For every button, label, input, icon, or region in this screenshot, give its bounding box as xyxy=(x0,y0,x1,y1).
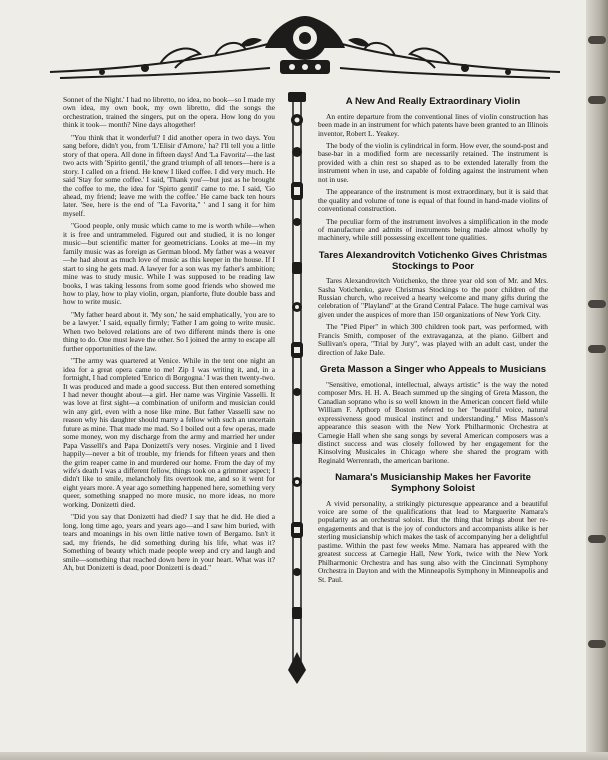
left-paragraph: "My father heard about it. 'My son,' he said emphatically, 'you are to be a lawyer.' I said, equally firmly; 'Father I am going to write music. When two beloved relations are of two different minds there is one thing to do. One must leave the other. So I joined the army to escape all further opportunities of the law. xyxy=(63,309,275,353)
left-paragraph: "Good people, only music which came to me is worth while—when it is free and untrammeled. Figured out and studied, it is no longer music—but scientific matter for geometricians. Looks at me—in my family music was as foreign as German blood. My father was a weaver—he had about as much love of music as this keeper in the house. If I start to sing he gets mad. A lawyer for a son was my father's ambition; mine was to study music. While I was supposed to be reading law books, I was taking lessons from some good friends who showed me how to play, how to play violin, organ, pianforte, flute double bass and how to write music. xyxy=(63,221,275,307)
page-bottom-edge xyxy=(0,752,608,760)
right-column xyxy=(318,95,548,588)
left-paragraph: "The army was quartered at Venice. While in the tent one night an idea for a great opera came to me! Zip I was writing it, and, in a fortnight, I had completed 'Enrico di Borgogna.' I was then twenty-two. It was produced and made a good success. But then entered something I had never thought about—a girl. Her name was Virginie Vasselli. It was love at first sight—a combination of uniform and musician could win any girl, even with a nose like mine. But father Vasselli saw no reason why his daughter should marry a fellow with such an uncertain future as mine. That made me mad. So I boiled out a few operas, made some money, won my discharge from the army and married her under Papa Vasselli's and Papa Donizetti's very noses. Virginie and I lived happily—never a bit of trouble, my friends for fifteen years and then the grim reaper came in and murdered our home. From the day of my wife's death I was a different fellow, things took on a grimmer aspect; I didn't like to smile, melancholy fits overtook me, and so it went for eight years more. A year ago something happened here, something very queer, something snapped no more music, no more ideas, no more working. Donizetti died. xyxy=(63,356,275,509)
binder-ring-icon xyxy=(588,96,606,104)
binder-ring-icon xyxy=(588,640,606,648)
header-ornament-icon xyxy=(40,8,570,86)
article-paragraph: "Sensitive, emotional, intellectual, always artistic" is the way the noted composer Mrs. H. H. A. Beach summed up the singing of Greta Masson, the Canadian soprano who is so well known in the American concert field while William F. Apthorp of Boston referred to her "beautiful voice, natural expressiveness good musical instinct and understanding." Miss Masson's appearance this season with the New York Philharmonic Orchestra at Carnegie Hall when she sang songs by several American composers was a distinct success and was closely followed by her engagement for the Kinsolving Musicales in Chicago where she shared the program with Reginald Werrenrath, the american baritone. xyxy=(318,379,548,465)
article-paragraph: The "Pied Piper" in which 300 children took part, was performed, with Francis Smith, composer of the extravaganza, at the piano. Gilbert and Sullivan's opera, "Trial by Jury", was played with an adult cast, under the direction of Jake Dale. xyxy=(318,322,548,357)
center-column-rule-icon xyxy=(284,92,310,684)
binder-ring-icon xyxy=(588,535,606,543)
binder-ring-icon xyxy=(588,36,606,44)
article-headline-namara: Namara's Musicianship Makes her Favorite Symphony Soloist xyxy=(335,472,531,494)
article-paragraph: The body of the violin is cylindrical in form. How ever, the sound-post and base-bar in a modified form are necessarily retained. The instrument is provided with a chin rest so shaped as to be extended laterally from the instrument when in use, and capable of folding against the instrument when not in use. xyxy=(318,140,548,184)
article-paragraph: An entire departure from the conventional lines of violin construction has been made in an instrument for which patents have been granted to an Illinois inventor, Robert L. Yeakey. xyxy=(318,111,548,138)
binder-ring-icon xyxy=(588,345,606,353)
article-paragraph: Tares Alexandrovitch Votichenko, the three year old son of Mr. and Mrs. Sasha Votichenko, gave Christmas Stockings to the poor children of the Russian church, who received a hearty welcome and many gifts during the celebration of "Playland" at the Grand Central Palace. The huge carnival was given under the auspices of more than 150 organizations of New York City. xyxy=(318,276,548,319)
article-paragraph: A vivid personality, a strikingly picturesque appearance and a beautiful voice are some of the qualifications that lead to Marguerite Namara's popularity as an orchestral soloist. But the thing that brings about her re-engagements and that is the joy of conductors and accompanists alike is her sterling musicianship which makes the task of accompanying her a delightful pastime. Within the past few weeks Mme. Namara has appeared with the greatest success at Carnegie Hall, New York, twice with the New York Philharmonic Orchestra and has sung also with the Cincinnati Symphony Orchestra in Dayton and with the Minneapolis Symphony in Minneapolis and St. Paul. xyxy=(318,498,548,584)
binder-ring-icon xyxy=(588,300,606,308)
left-paragraph: "Did you say that Donizetti had died? I say that he did. He died a long, long time ago, years and years ago—and I saw him buried, with tears and moanings in his own little native town of Bergamo. Isn't it sad, my friends, he did something during his life, what was it? Something of beauty which made people weep and cry and laugh and smile—something that reached down here in your heart. What was it? Ah, but Donizetti is dead, poor Donizetti is dead." xyxy=(63,512,275,573)
article-headline-masson: Greta Masson a Singer who Appeals to Musicians xyxy=(319,364,547,376)
left-column xyxy=(63,96,275,576)
article-headline-violin: A New And Really Extraordinary Violin xyxy=(345,96,521,107)
left-paragraph: "You think that it wonderful? I did another opera in two days. You sang before, didn't you, from 'L'Elisir d'Amore,' ha? I'll tell you a little story of that opera. All done in fifteen days! And 'La Favorita'—the last two acts with 'Spirito gentil,' the grand triumph of all tenors—here is a story. I called on a friend. He knew I liked coffee. I did very much. He said 'Stay for some coffee.' I said, 'Thank you'—but just as he brought the coffee to me, the idea for 'Spirto gentil' came to me. I said, 'Go ahead, my friend; leave me with the coffee.' He came back ten hours later. 'See, here is the end of "La Favorita," ' and I sang it for him myself. xyxy=(63,132,275,218)
article-paragraph: The peculiar form of the instrument involves a simplification in the mode of manufacture and admits of instruments being made almost wholly by machinery, while still possessing excellent tone qualities. xyxy=(318,216,548,243)
left-paragraph: Sonnet of the Night.' I had no libretto, no idea, no book—so I made my own idea, my own book, my own libretto, did the songs the orchestration, trained the singers, put on the opera. How long do you think it took— month? Nine days altogether! xyxy=(63,95,275,130)
article-headline-votichenko: Tares Alexandrovitch Votichenko Gives Christmas Stockings to Poor xyxy=(318,249,548,272)
article-paragraph: The appearance of the instrument is most extraordinary, but it is said that the quality and volume of tone is equal of that found in hand-made violins of conventional construction. xyxy=(318,187,548,214)
